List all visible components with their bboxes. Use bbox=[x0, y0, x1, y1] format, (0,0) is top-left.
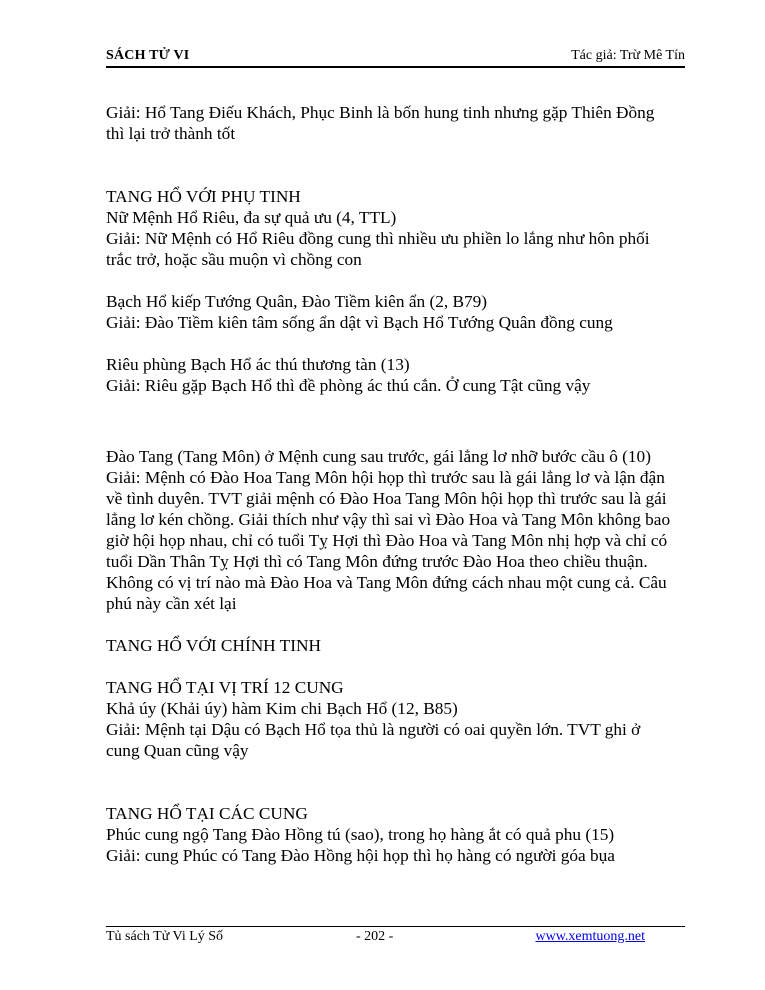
text-line: Phúc cung ngộ Tang Đào Hồng tú (sao), trong họ hàng ắt có quả phu (15) bbox=[106, 825, 615, 844]
header-divider bbox=[106, 66, 685, 68]
section-12-cung bbox=[106, 677, 686, 761]
text-line: Giải: Mệnh có Đào Hoa Tang Môn hội họp thì trước sau là gái lẳng lơ và lận đận bbox=[106, 468, 665, 487]
text-line: lẳng lơ kén chồng. Giải thích như vậy thì sai vì Đào Hoa và Tang Môn không bao bbox=[106, 510, 671, 529]
section-phu-tinh bbox=[106, 186, 686, 270]
text-line: Giải: Hổ Tang Điếu Khách, Phục Binh là bốn hung tinh nhưng gặp Thiên Đồng bbox=[106, 103, 655, 122]
paragraph bbox=[106, 102, 686, 144]
page-number: - 202 - bbox=[356, 929, 394, 944]
section-heading: TANG HỔ VỚI CHÍNH TINH bbox=[106, 636, 321, 655]
text-line: trắc trở, hoặc sầu muộn vì chồng con bbox=[106, 250, 362, 269]
text-line: Riêu phùng Bạch Hổ ác thú thương tàn (13) bbox=[106, 355, 410, 374]
page-footer bbox=[106, 929, 685, 947]
text-line: Giải: Nữ Mệnh có Hổ Riêu đồng cung thì nhiều ưu phiền lo lắng như hôn phối bbox=[106, 229, 650, 248]
text-line: cung Quan cũng vậy bbox=[106, 741, 249, 760]
website-link[interactable]: www.xemtuong.net bbox=[535, 929, 645, 944]
text-line: giờ hội họp nhau, chỉ có tuổi Tỵ Hợi thì Đào Hoa và Tang Môn nhị hợp và chỉ có bbox=[106, 531, 668, 550]
paragraph bbox=[106, 354, 686, 396]
section-heading: TANG HỔ VỚI PHỤ TINH bbox=[106, 187, 301, 206]
section-heading: TANG HỔ TẠI CÁC CUNG bbox=[106, 804, 308, 823]
series-title: Tủ sách Tử Vi Lý Số bbox=[106, 929, 224, 944]
text-line: phú này cần xét lại bbox=[106, 594, 237, 613]
text-line: về tình duyên. TVT giải mệnh có Đào Hoa Tang Môn hội họp thì trước sau là gái bbox=[106, 489, 667, 508]
author-credit: Tác giả: Trừ Mê Tín bbox=[571, 48, 685, 63]
paragraph bbox=[106, 446, 686, 614]
text-line: Bạch Hổ kiếp Tướng Quân, Đào Tiềm kiên ẩn (2, B79) bbox=[106, 292, 488, 311]
page-content bbox=[106, 102, 686, 866]
footer-divider bbox=[106, 926, 685, 927]
book-title: SÁCH TỬ VI bbox=[106, 48, 190, 63]
text-line: Giải: Riêu gặp Bạch Hổ thì đề phòng ác thú cắn. Ở cung Tật cũng vậy bbox=[106, 376, 591, 395]
paragraph bbox=[106, 291, 686, 333]
text-line: thì lại trở thành tốt bbox=[106, 124, 236, 143]
page-header bbox=[106, 48, 685, 66]
text-line: Nữ Mệnh Hổ Riêu, đa sự quả ưu (4, TTL) bbox=[106, 208, 397, 227]
section-chinh-tinh bbox=[106, 635, 686, 656]
text-line: Khả úy (Khải úy) hàm Kim chi Bạch Hổ (12, B85) bbox=[106, 699, 458, 718]
text-line: tuổi Dần Thân Tỵ Hợi thì có Tang Môn đứng trước Đào Hoa theo chiều thuận. bbox=[106, 552, 648, 571]
text-line: Giải: Đào Tiềm kiên tâm sống ẩn dật vì Bạch Hổ Tướng Quân đồng cung bbox=[106, 313, 613, 332]
text-line: Đào Tang (Tang Môn) ở Mệnh cung sau trước, gái lẳng lơ nhỡ bước cầu ô (10) bbox=[106, 447, 651, 466]
text-line: Giải: Mệnh tại Dậu có Bạch Hổ tọa thủ là người có oai quyền lớn. TVT ghi ở bbox=[106, 720, 641, 739]
section-cac-cung bbox=[106, 803, 686, 866]
text-line: Giải: cung Phúc có Tang Đào Hồng hội họp thì họ hàng có người góa bụa bbox=[106, 846, 615, 865]
text-line: Không có vị trí nào mà Đào Hoa và Tang Môn đứng cách nhau một cung cả. Câu bbox=[106, 573, 667, 592]
section-heading: TANG HỔ TẠI VỊ TRÍ 12 CUNG bbox=[106, 678, 344, 697]
